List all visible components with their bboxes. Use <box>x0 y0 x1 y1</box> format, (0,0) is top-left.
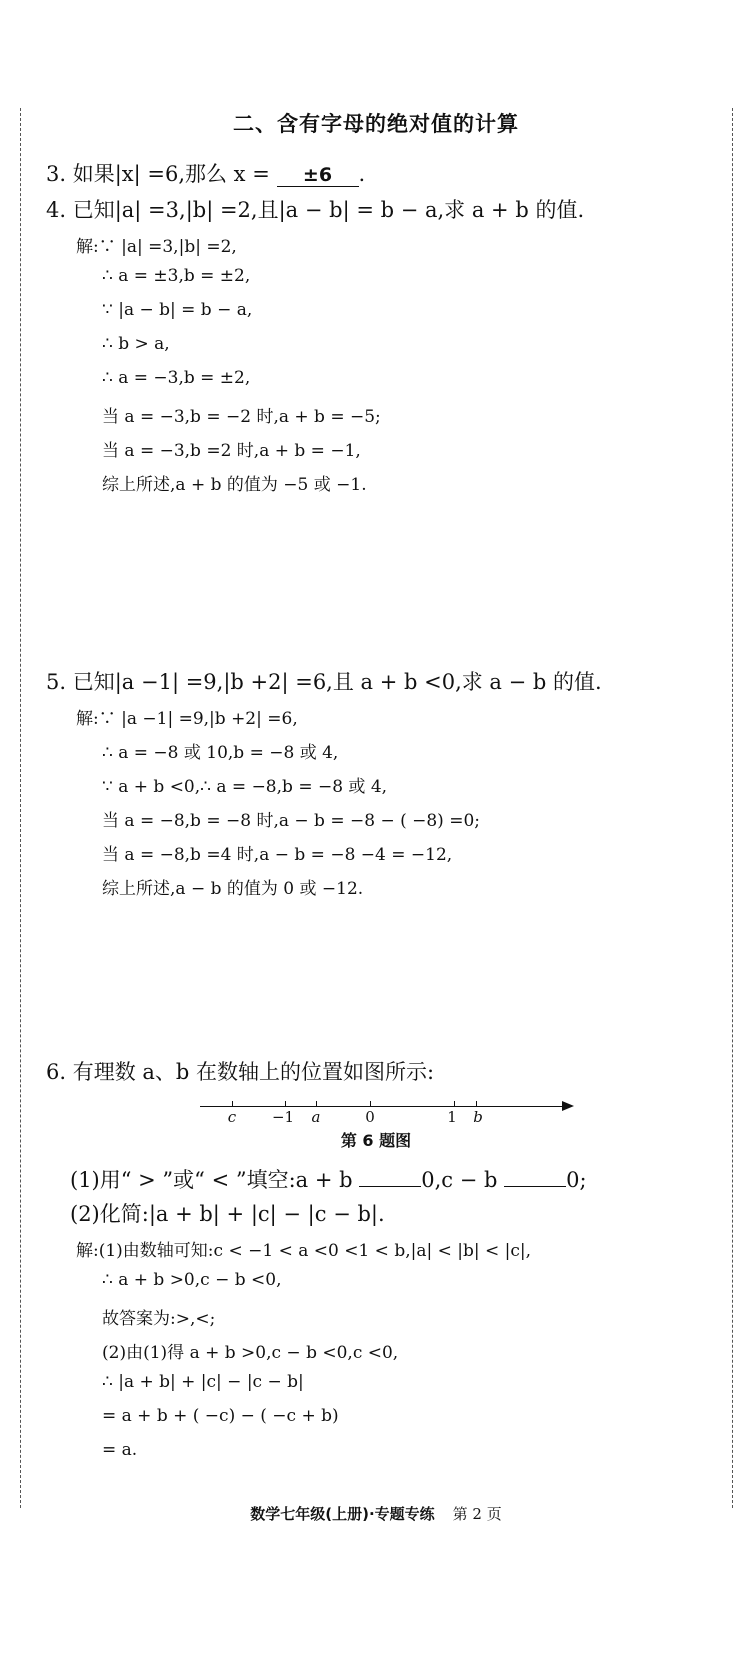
q6-solution-line-4: (2)由(1)得 a + b >0,c − b <0,c <0, <box>102 1343 399 1363</box>
question-3 <box>46 158 365 188</box>
q4-solution-line-3: ∵ |a − b| = b − a, <box>102 300 253 320</box>
right-margin-dashed-line <box>732 108 733 1508</box>
question-6: 6. 有理数 a、b 在数轴上的位置如图所示: <box>46 1060 435 1084</box>
section-title: 二、含有字母的绝对值的计算 <box>233 112 519 136</box>
q5-solution-line-5: 当 a = −8,b =4 时,a − b = −8 −4 = −12, <box>102 845 453 865</box>
label-c: c <box>227 1108 237 1126</box>
footer-page-number: 第 2 页 <box>452 1505 502 1523</box>
q6-blank-2 <box>504 1166 566 1187</box>
figure-caption: 第 6 题图 <box>340 1131 412 1150</box>
q5-solution-line-6: 综上所述,a − b 的值为 0 或 −12. <box>102 879 364 899</box>
q6-solution-line-5: ∴ |a + b| + |c| − |c − b| <box>102 1372 304 1392</box>
q5-solution-line-3: ∵ a + b <0,∴ a = −8,b = −8 或 4, <box>102 777 388 797</box>
q4-solution-line-8: 综上所述,a + b 的值为 −5 或 −1. <box>102 475 367 495</box>
number-line-axis <box>200 1106 564 1107</box>
question-3-end: . <box>358 162 366 186</box>
label-minus-1: −1 <box>271 1108 295 1126</box>
question-3-answer: ±6 <box>277 164 359 187</box>
tick-0 <box>370 1101 371 1106</box>
number-line-arrow <box>562 1101 574 1111</box>
q6-solution-line-1: 解:(1)由数轴可知:c < −1 < a <0 <1 < b,|a| < |b| < |c|, <box>76 1241 532 1261</box>
q4-solution-line-7: 当 a = −3,b =2 时,a + b = −1, <box>102 441 361 461</box>
q6-part-1-text-b: 0,c − b <box>421 1168 498 1192</box>
label-1: 1 <box>447 1108 457 1126</box>
page-footer <box>0 1503 752 1524</box>
number-line-figure <box>200 1092 580 1132</box>
tick-b <box>476 1101 477 1106</box>
q4-solution-line-2: ∴ a = ±3,b = ±2, <box>102 266 251 286</box>
tick-c <box>232 1101 233 1106</box>
question-5: 5. 已知|a −1| =9,|b +2| =6,且 a + b <0,求 a − b 的值. <box>46 670 602 694</box>
q6-solution-line-2: ∴ a + b >0,c − b <0, <box>102 1270 282 1290</box>
q4-solution-line-5: ∴ a = −3,b = ±2, <box>102 368 251 388</box>
q4-solution-line-6: 当 a = −3,b = −2 时,a + b = −5; <box>102 407 381 427</box>
q6-solution-line-3: 故答案为:>,<; <box>102 1309 216 1329</box>
q6-blank-1 <box>359 1166 421 1187</box>
label-0: 0 <box>365 1108 375 1126</box>
tick-a <box>316 1101 317 1106</box>
left-margin-dashed-line <box>20 108 21 1508</box>
question-3-text: 3. 如果|x| =6,那么 x = <box>46 162 270 186</box>
q6-part-2: (2)化简:|a + b| + |c| − |c − b|. <box>70 1202 385 1226</box>
q6-part-1-text-a: (1)用“ > ”或“ < ”填空:a + b <box>70 1168 353 1192</box>
label-a: a <box>311 1108 321 1126</box>
question-4: 4. 已知|a| =3,|b| =2,且|a − b| = b − a,求 a + b 的值. <box>46 198 585 222</box>
q5-solution-line-1: 解:∵ |a −1| =9,|b +2| =6, <box>76 709 298 729</box>
q4-solution-line-1: 解:∵ |a| =3,|b| =2, <box>76 237 237 257</box>
tick-minus-1 <box>285 1101 286 1106</box>
q5-solution-line-4: 当 a = −8,b = −8 时,a − b = −8 − ( −8) =0; <box>102 811 481 831</box>
q6-solution-line-6: = a + b + ( −c) − ( −c + b) <box>102 1406 339 1426</box>
q5-solution-line-2: ∴ a = −8 或 10,b = −8 或 4, <box>102 743 339 763</box>
q6-part-1 <box>70 1164 587 1194</box>
q4-solution-line-4: ∴ b > a, <box>102 334 170 354</box>
label-b: b <box>473 1108 483 1126</box>
footer-book-title: 数学七年级(上册)·专题专练 <box>250 1505 435 1523</box>
tick-1 <box>454 1101 455 1106</box>
q6-part-1-text-c: 0; <box>566 1168 587 1192</box>
q6-solution-line-7: = a. <box>102 1440 138 1460</box>
